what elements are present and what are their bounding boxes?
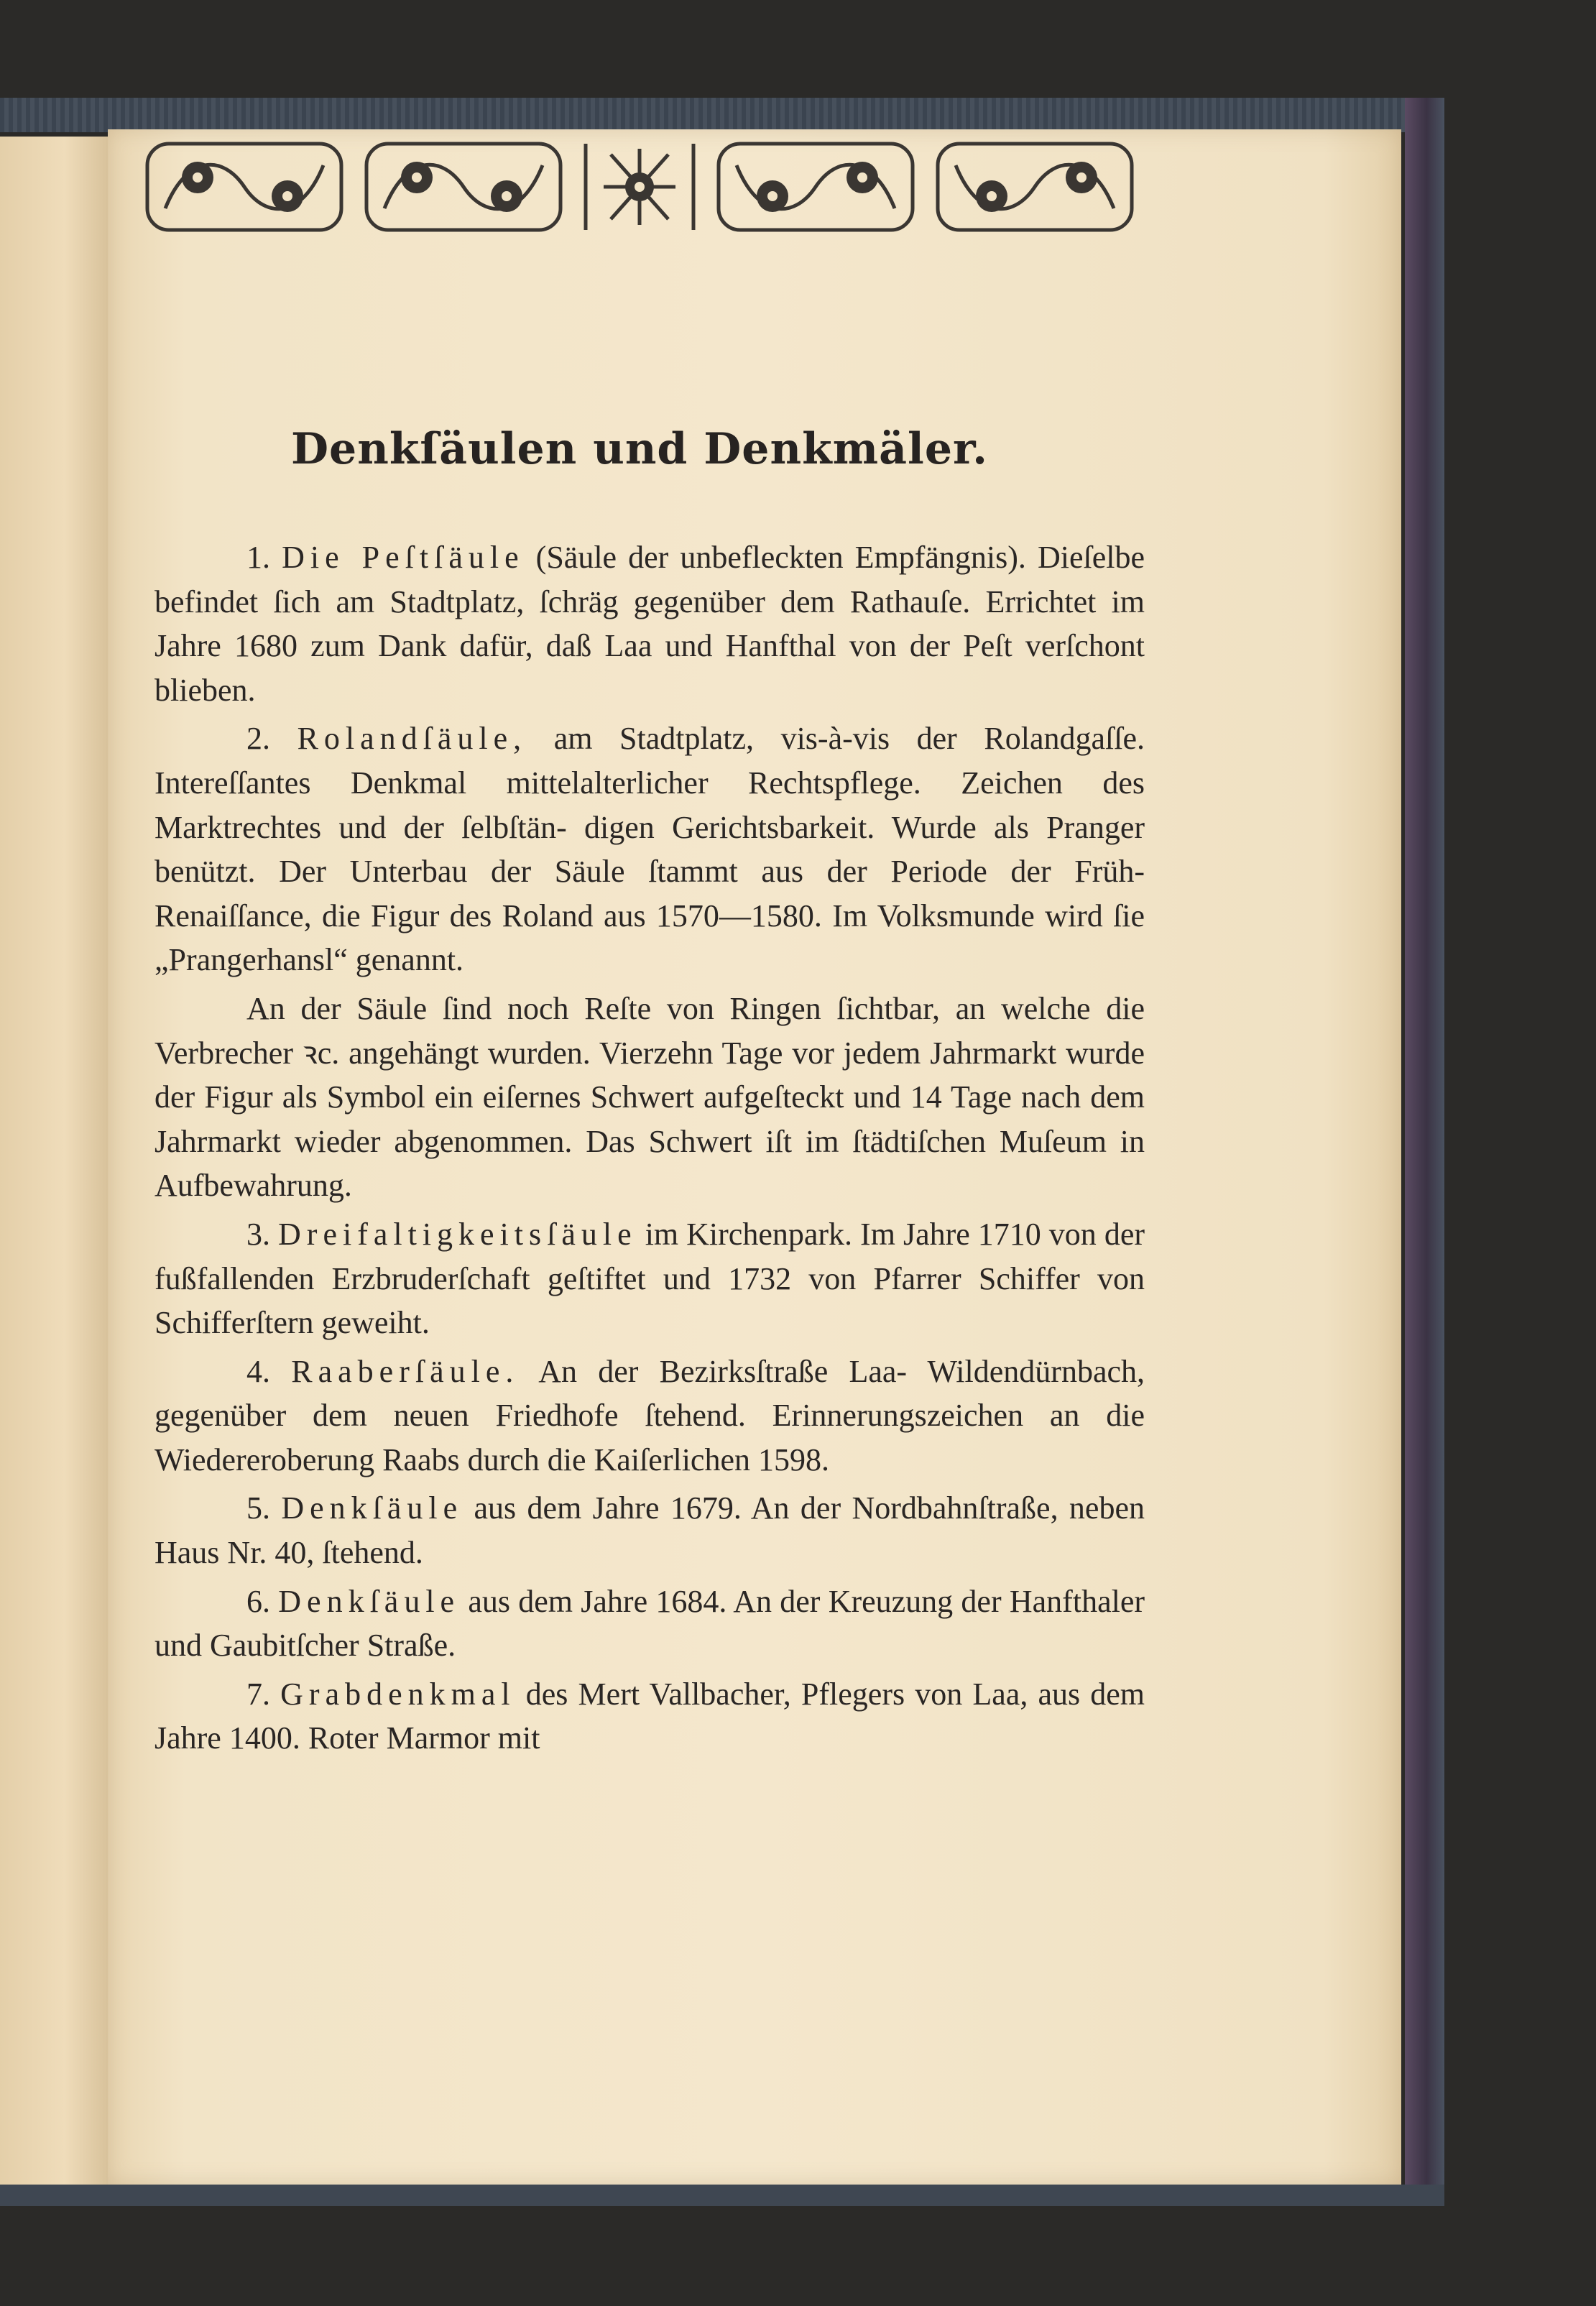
book-cover-bottom-edge	[0, 2185, 1444, 2206]
left-page-edge	[0, 137, 110, 2185]
entry-name: Raaberſäule.	[291, 1353, 520, 1389]
entry-paragraph: 7. Grabdenkmal des Mert Vallbacher, Pflegers von Laa, aus dem Jahre 1400. Roter Marmor mit	[154, 1676, 1145, 1756]
entry-name: Denkſäule	[278, 1583, 461, 1619]
entry-paragraph: 4. Raaberſäule. An der Bezirksſtraße Laa- Wildendürnbach, gegenüber dem neuen Friedhofe ſtehend. Erinnerungszeichen an die Wiedereroberung Raabs durch die Kaiſerlichen 1598.	[154, 1353, 1145, 1477]
entry-paragraph: 3. Dreifaltigkeitsſäule im Kirchenpark. Im Jahre 1710 von der fußfallenden Erzbruderſchaft geſtiftet und 1732 von Pfarrer Schiffer von Schifferſtern geweiht.	[154, 1216, 1145, 1341]
floral-border-icon	[144, 140, 1135, 234]
page-title: Denkſäulen und Denkmäler.	[291, 424, 988, 474]
entry-paragraph: 2. Rolandſäule, am Stadtplatz, vis-à-vis der Rolandgaſſe. Intereſſantes Denkmal mittelalterlicher Rechtspflege. Zeichen des Marktrechtes und der ſelbſtän- digen Gerichtsbarkeit. Wurde als Pranger benützt. Der Unterbau der Säule ſtammt aus der Periode der Früh- Renaiſſance, die Figur des Roland aus 1570—1580. Im Volksmunde wird ſie „Prangerhansl“ genannt.	[154, 721, 1145, 978]
entry-name: Dreifaltigkeitsſäule	[278, 1216, 637, 1252]
entry-name: Die Peſtſäule	[282, 540, 525, 575]
entry-paragraph: An der Säule ſind noch Reſte von Ringen ſichtbar, an welche die Verbrecher ꝛc. angehängt wurden. Vierzehn Tage vor jedem Jahrmarkt wurde der Figur als Symbol ein eiſernes Schwert aufgeſteckt und 14 Tage nach dem Jahrmarkt wieder abgenommen. Das Schwert iſt im ſtädtiſchen Muſeum in Aufbewahrung.	[154, 990, 1145, 1204]
entry-paragraph: 6. Denkſäule aus dem Jahre 1684. An der Kreuzung der Hanfthaler und Gaubitſcher Straße.	[154, 1583, 1145, 1664]
entry-paragraph: 5. Denkſäule aus dem Jahre 1679. An der Nordbahnſtraße, neben Haus Nr. 40, ſtehend.	[154, 1490, 1145, 1571]
body-text	[154, 535, 1145, 1765]
book-cover-top-edge	[0, 98, 1444, 132]
entry-name: Denkſäule	[281, 1490, 463, 1526]
entry-name: Grabdenkmal	[280, 1676, 516, 1712]
entry-name: Rolandſäule,	[297, 721, 527, 757]
entry-paragraph: 1. Die Peſtſäule (Säule der unbefleckten Empfängnis). Dieſelbe befindet ſich am Stadtplatz, ſchräg gegenüber dem Rathauſe. Errichtet im Jahre 1680 zum Dank dafür, daß Laa und Hanfthal von der Peſt verſchont blieben.	[154, 540, 1145, 708]
book-cover-right-edge	[1405, 98, 1444, 2203]
